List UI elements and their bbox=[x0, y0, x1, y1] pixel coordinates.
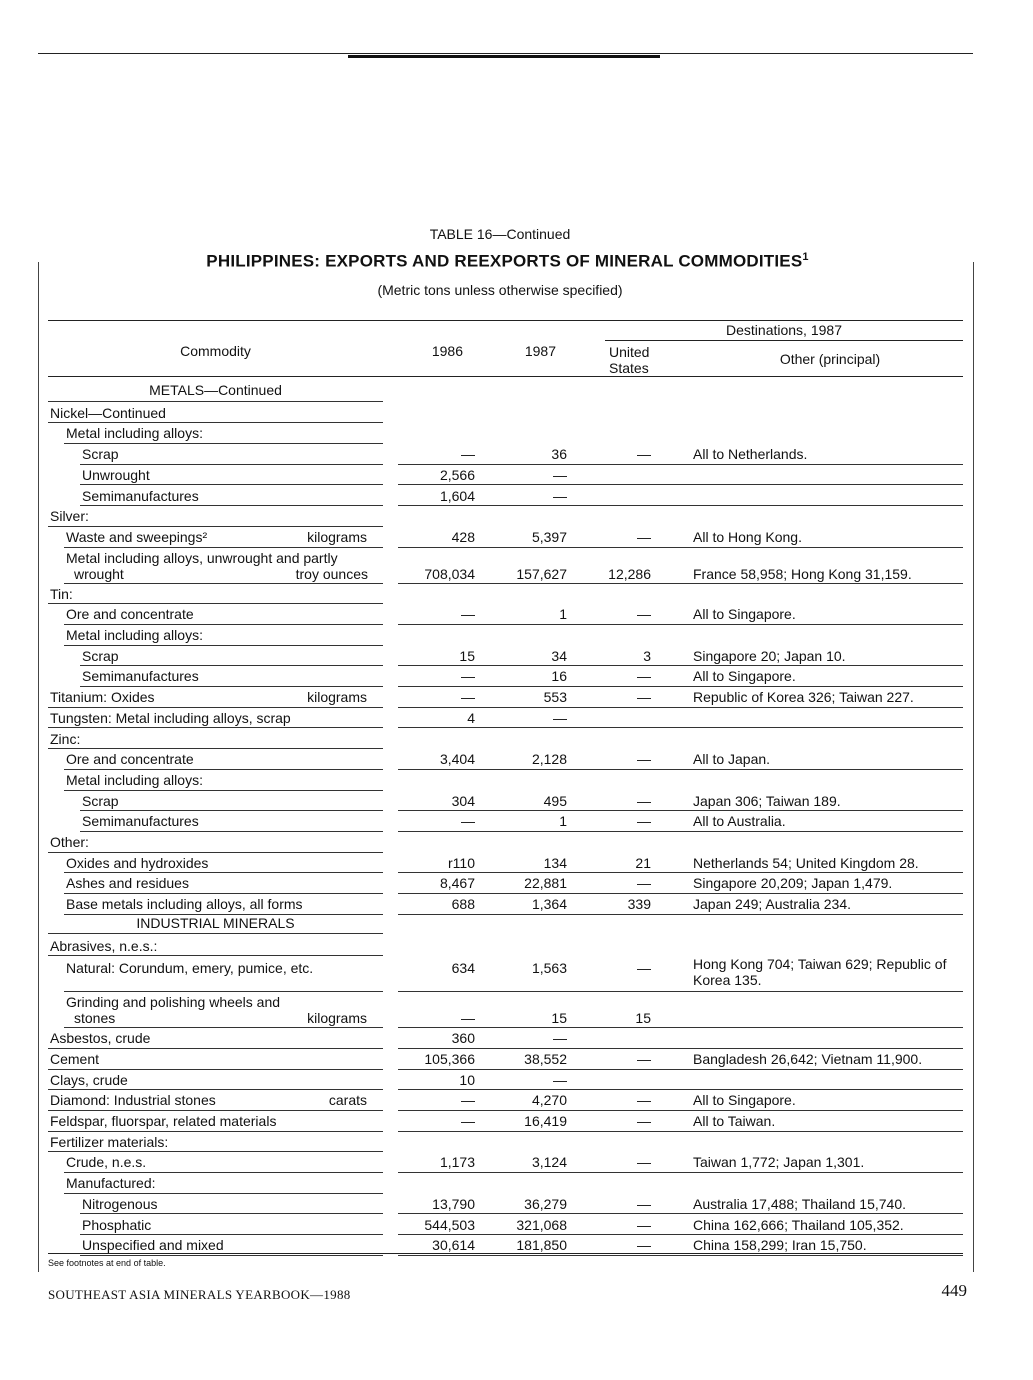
table-row bbox=[0, 873, 1033, 894]
value-1987: 36,279 bbox=[524, 1195, 567, 1212]
value-1987: 321,068 bbox=[516, 1216, 567, 1233]
table-row bbox=[0, 604, 1033, 625]
table-row bbox=[0, 770, 1033, 791]
table-row bbox=[0, 936, 1033, 957]
value-1986: — bbox=[461, 668, 475, 685]
commodity-label: Metal including alloys: bbox=[66, 627, 203, 643]
value-united-states: — bbox=[637, 813, 651, 830]
commodity-label: Metal including alloys: bbox=[66, 425, 203, 442]
value-1987: 3,124 bbox=[531, 1154, 567, 1171]
table-row bbox=[0, 687, 1033, 708]
table-row bbox=[0, 403, 1033, 424]
unit-label: kilograms bbox=[307, 528, 367, 545]
destination-other: All to Singapore. bbox=[693, 668, 796, 685]
title-footnote-marker: 1 bbox=[802, 251, 809, 263]
destination-other: Netherlands 54; United Kingdom 28. bbox=[693, 854, 919, 871]
value-1986: 3,404 bbox=[439, 751, 475, 768]
destination-other: All to Netherlands. bbox=[693, 446, 808, 463]
table-row bbox=[0, 486, 1033, 507]
row-rule bbox=[80, 1255, 383, 1256]
value-1987: 34 bbox=[551, 647, 567, 664]
value-1986: — bbox=[461, 606, 475, 623]
table-row bbox=[0, 1028, 1033, 1049]
destination-other: All to Taiwan. bbox=[693, 1113, 776, 1129]
value-united-states: 12,286 bbox=[608, 565, 651, 582]
commodity-label: Scrap bbox=[82, 446, 119, 463]
value-1987: 16 bbox=[551, 668, 567, 685]
table-caption: TABLE 16—Continued bbox=[429, 226, 571, 242]
header-destinations: Destinations, 1987 bbox=[726, 322, 842, 338]
value-1986: 13,790 bbox=[432, 1195, 475, 1212]
header-other-principal: Other (principal) bbox=[779, 351, 881, 367]
commodity-label: Zinc: bbox=[50, 730, 81, 747]
table-row bbox=[0, 894, 1033, 915]
commodity-label: Tin: bbox=[50, 585, 73, 602]
value-1986: 1,604 bbox=[439, 487, 475, 504]
unit-label: troy ounces bbox=[295, 565, 368, 582]
section-header-row bbox=[0, 915, 1033, 936]
value-1986: 544,503 bbox=[424, 1216, 475, 1233]
destination-other: China 162,666; Thailand 105,352. bbox=[693, 1216, 904, 1233]
value-united-states: — bbox=[637, 1237, 651, 1254]
table-row bbox=[0, 625, 1033, 646]
value-1986: — bbox=[461, 446, 475, 463]
commodity-label: Semimanufactures bbox=[82, 668, 199, 685]
commodity-label: Other: bbox=[50, 834, 89, 850]
top-rule bbox=[38, 53, 973, 54]
section-label: METALS—Continued bbox=[149, 382, 282, 398]
value-united-states: — bbox=[637, 528, 651, 545]
section-label: INDUSTRIAL MINERALS bbox=[136, 914, 295, 931]
table-row bbox=[0, 423, 1033, 444]
commodity-label: Metal including alloys: bbox=[66, 771, 203, 788]
commodity-label: Diamond: Industrial stones bbox=[50, 1092, 216, 1109]
footnote-note: See footnotes at end of table. bbox=[48, 1258, 166, 1268]
value-1987: 2,128 bbox=[531, 751, 567, 768]
table-row bbox=[0, 832, 1033, 853]
table-row bbox=[0, 465, 1033, 486]
commodity-label: Unwrought bbox=[82, 466, 150, 483]
value-united-states: — bbox=[637, 1050, 651, 1067]
value-1986: — bbox=[461, 813, 475, 830]
table-row bbox=[0, 1111, 1033, 1132]
commodity-label: Semimanufactures bbox=[82, 813, 199, 830]
value-united-states: — bbox=[637, 792, 651, 809]
value-united-states: — bbox=[637, 689, 651, 706]
table-row bbox=[0, 1152, 1033, 1173]
table-row bbox=[0, 506, 1033, 527]
destination-other: All to Singapore. bbox=[693, 1092, 796, 1109]
value-1987: — bbox=[553, 487, 567, 504]
table-row bbox=[0, 1132, 1033, 1153]
value-united-states: — bbox=[637, 606, 651, 623]
value-1987: 4,270 bbox=[531, 1092, 567, 1109]
value-united-states: — bbox=[637, 1195, 651, 1212]
destination-other: Bangladesh 26,642; Vietnam 11,900. bbox=[693, 1050, 923, 1067]
commodity-label: Nickel—Continued bbox=[50, 404, 166, 421]
value-1986: 105,366 bbox=[424, 1050, 475, 1067]
value-1987: 38,552 bbox=[524, 1050, 567, 1067]
commodity-label: Unspecified and mixed bbox=[82, 1237, 224, 1254]
destination-other: All to Singapore. bbox=[693, 606, 796, 623]
commodity-label: Fertilizer materials: bbox=[50, 1133, 169, 1150]
commodity-label: Feldspar, fluorspar, related materials bbox=[50, 1113, 277, 1129]
value-1987: 22,881 bbox=[524, 875, 567, 892]
value-1986: 708,034 bbox=[424, 565, 475, 582]
destination-other: China 158,299; Iran 15,750. bbox=[693, 1237, 867, 1254]
table-row bbox=[0, 708, 1033, 729]
table-row bbox=[0, 646, 1033, 667]
table-row bbox=[0, 584, 1033, 605]
value-1987: 157,627 bbox=[516, 565, 567, 582]
value-united-states: — bbox=[637, 1216, 651, 1233]
value-1987: 1 bbox=[559, 606, 567, 623]
commodity-label: Base metals including alloys, all forms bbox=[66, 896, 303, 913]
value-1986: 30,614 bbox=[432, 1237, 475, 1254]
table-row bbox=[0, 666, 1033, 687]
value-united-states: — bbox=[637, 1113, 651, 1129]
value-united-states: — bbox=[637, 446, 651, 463]
table-row bbox=[0, 853, 1033, 874]
value-1986: 4 bbox=[467, 709, 475, 726]
value-1986: 304 bbox=[451, 792, 475, 809]
value-1987: 36 bbox=[551, 446, 567, 463]
commodity-label: Manufactured: bbox=[66, 1175, 156, 1192]
commodity-label: Tungsten: Metal including alloys, scrap bbox=[50, 709, 291, 726]
value-1987: — bbox=[553, 709, 567, 726]
table-row bbox=[0, 1194, 1033, 1215]
row-rule bbox=[48, 933, 383, 934]
top-rule-accent bbox=[348, 55, 660, 58]
commodity-label: Metal including alloys, unwrought and partly bbox=[66, 549, 338, 566]
destination-other: All to Australia. bbox=[693, 813, 786, 830]
value-1986: — bbox=[461, 1092, 475, 1109]
commodity-label: Asbestos, crude bbox=[50, 1030, 151, 1047]
value-1987: 181,850 bbox=[516, 1237, 567, 1254]
value-1987: — bbox=[553, 466, 567, 483]
header-1987: 1987 bbox=[524, 343, 556, 359]
value-united-states: — bbox=[637, 1092, 651, 1109]
table-title bbox=[0, 251, 1015, 272]
table-row bbox=[0, 1070, 1033, 1091]
value-1986: — bbox=[461, 689, 475, 706]
commodity-label: Abrasives, n.e.s.: bbox=[50, 937, 158, 954]
value-1987: — bbox=[553, 1030, 567, 1047]
table-subtitle: (Metric tons unless otherwise specified) bbox=[377, 282, 623, 298]
value-1986: 360 bbox=[451, 1030, 475, 1047]
destination-other: Japan 249; Australia 234. bbox=[693, 896, 852, 913]
unit-label: kilograms bbox=[307, 689, 367, 706]
table-row bbox=[0, 1215, 1033, 1236]
value-united-states: 15 bbox=[635, 1010, 651, 1027]
value-united-states: — bbox=[637, 875, 651, 892]
value-1987: 1,563 bbox=[531, 960, 567, 977]
commodity-label: Scrap bbox=[82, 647, 119, 664]
commodity-label: Waste and sweepings² bbox=[66, 528, 208, 545]
table-row bbox=[0, 992, 1033, 1028]
commodity-label: Ore and concentrate bbox=[66, 606, 194, 623]
destination-other: Japan 306; Taiwan 189. bbox=[693, 792, 841, 809]
table-row bbox=[0, 791, 1033, 812]
table-row bbox=[0, 548, 1033, 584]
commodity-label: Natural: Corundum, emery, pumice, etc. bbox=[66, 960, 314, 977]
value-1986: — bbox=[461, 1010, 475, 1027]
value-1986: 15 bbox=[459, 647, 475, 664]
table-row bbox=[0, 749, 1033, 770]
value-1986: 8,467 bbox=[439, 875, 475, 892]
header-united-states-1: United bbox=[609, 344, 650, 360]
table-row bbox=[0, 811, 1033, 832]
value-united-states: — bbox=[637, 1154, 651, 1171]
value-united-states: 3 bbox=[643, 647, 651, 664]
value-1986: 634 bbox=[451, 960, 475, 977]
header-destinations-rule bbox=[605, 340, 963, 341]
destination-other: All to Japan. bbox=[693, 751, 771, 768]
publication-footer: SOUTHEAST ASIA MINERALS YEARBOOK—1988 bbox=[48, 1287, 351, 1302]
value-1986: r110 bbox=[448, 854, 475, 871]
commodity-label: Semimanufactures bbox=[82, 487, 199, 504]
destination-other: Singapore 20; Japan 10. bbox=[693, 647, 846, 664]
table-row bbox=[0, 527, 1033, 548]
page-number: 449 bbox=[941, 1281, 967, 1300]
table-row bbox=[0, 1173, 1033, 1194]
table-bottom-rule bbox=[48, 1253, 963, 1254]
commodity-label: Clays, crude bbox=[50, 1071, 128, 1088]
header-united-states-2: States bbox=[609, 360, 649, 376]
table-row bbox=[0, 729, 1033, 750]
value-1987: 1,364 bbox=[531, 896, 567, 913]
commodity-label: Ashes and residues bbox=[66, 875, 189, 892]
value-1987: 553 bbox=[543, 689, 567, 706]
section-header-row bbox=[0, 382, 1033, 403]
row-rule bbox=[48, 401, 383, 402]
header-top-rule bbox=[48, 320, 963, 321]
value-1986: 10 bbox=[459, 1071, 475, 1088]
destination-other: Republic of Korea 326; Taiwan 227. bbox=[693, 689, 914, 706]
value-united-states: 339 bbox=[627, 896, 651, 913]
value-united-states: — bbox=[637, 751, 651, 768]
commodity-label: Ore and concentrate bbox=[66, 751, 194, 768]
destination-other: Taiwan 1,772; Japan 1,301. bbox=[693, 1154, 865, 1171]
value-1987: 1 bbox=[559, 813, 567, 830]
commodity-label: Titanium: Oxides bbox=[50, 689, 155, 706]
data-row-rule bbox=[398, 1255, 963, 1256]
value-1987: 5,397 bbox=[531, 528, 567, 545]
value-united-states: — bbox=[637, 960, 651, 977]
commodity-label-continued: stones bbox=[74, 1010, 116, 1027]
commodity-label: Crude, n.e.s. bbox=[66, 1154, 147, 1171]
header-bottom-rule bbox=[48, 376, 963, 377]
commodity-label: Oxides and hydroxides bbox=[66, 854, 209, 871]
table-row bbox=[0, 1090, 1033, 1111]
destination-other: Hong Kong 704; Taiwan 629; Republic of Korea 135. bbox=[693, 956, 947, 989]
value-1987: 16,419 bbox=[524, 1113, 567, 1129]
value-united-states: — bbox=[637, 668, 651, 685]
value-united-states: 21 bbox=[635, 854, 651, 871]
unit-label: carats bbox=[328, 1092, 367, 1109]
value-1987: 495 bbox=[543, 792, 567, 809]
value-1986: 2,566 bbox=[439, 466, 475, 483]
value-1986: 428 bbox=[451, 528, 475, 545]
header-commodity: Commodity bbox=[180, 343, 251, 359]
commodity-label: Nitrogenous bbox=[82, 1195, 158, 1212]
value-1987: 134 bbox=[543, 854, 567, 871]
table-title-text: PHILIPPINES: EXPORTS AND REEXPORTS OF MINERAL COMMODITIES bbox=[206, 251, 803, 271]
table-row bbox=[0, 956, 1033, 992]
unit-label: kilograms bbox=[307, 1010, 367, 1027]
destination-other: Singapore 20,209; Japan 1,479. bbox=[693, 875, 893, 892]
value-1987: — bbox=[553, 1071, 567, 1088]
commodity-label: Phosphatic bbox=[82, 1216, 152, 1233]
commodity-label: Grinding and polishing wheels and bbox=[66, 994, 281, 1011]
value-1986: 1,173 bbox=[439, 1154, 475, 1171]
commodity-label-continued: wrought bbox=[74, 565, 124, 582]
table-row bbox=[0, 444, 1033, 465]
header-1986: 1986 bbox=[431, 343, 463, 359]
value-1987: 15 bbox=[551, 1010, 567, 1027]
destination-other: France 58,958; Hong Kong 31,159. bbox=[693, 565, 912, 582]
commodity-label: Cement bbox=[50, 1050, 100, 1067]
commodity-label: Scrap bbox=[82, 792, 119, 809]
table-row bbox=[0, 1049, 1033, 1070]
commodity-label: Silver: bbox=[50, 508, 89, 525]
value-1986: 688 bbox=[451, 896, 475, 913]
destination-other: All to Hong Kong. bbox=[693, 528, 802, 545]
destination-other: Australia 17,488; Thailand 15,740. bbox=[693, 1195, 907, 1212]
value-1986: — bbox=[461, 1113, 475, 1129]
